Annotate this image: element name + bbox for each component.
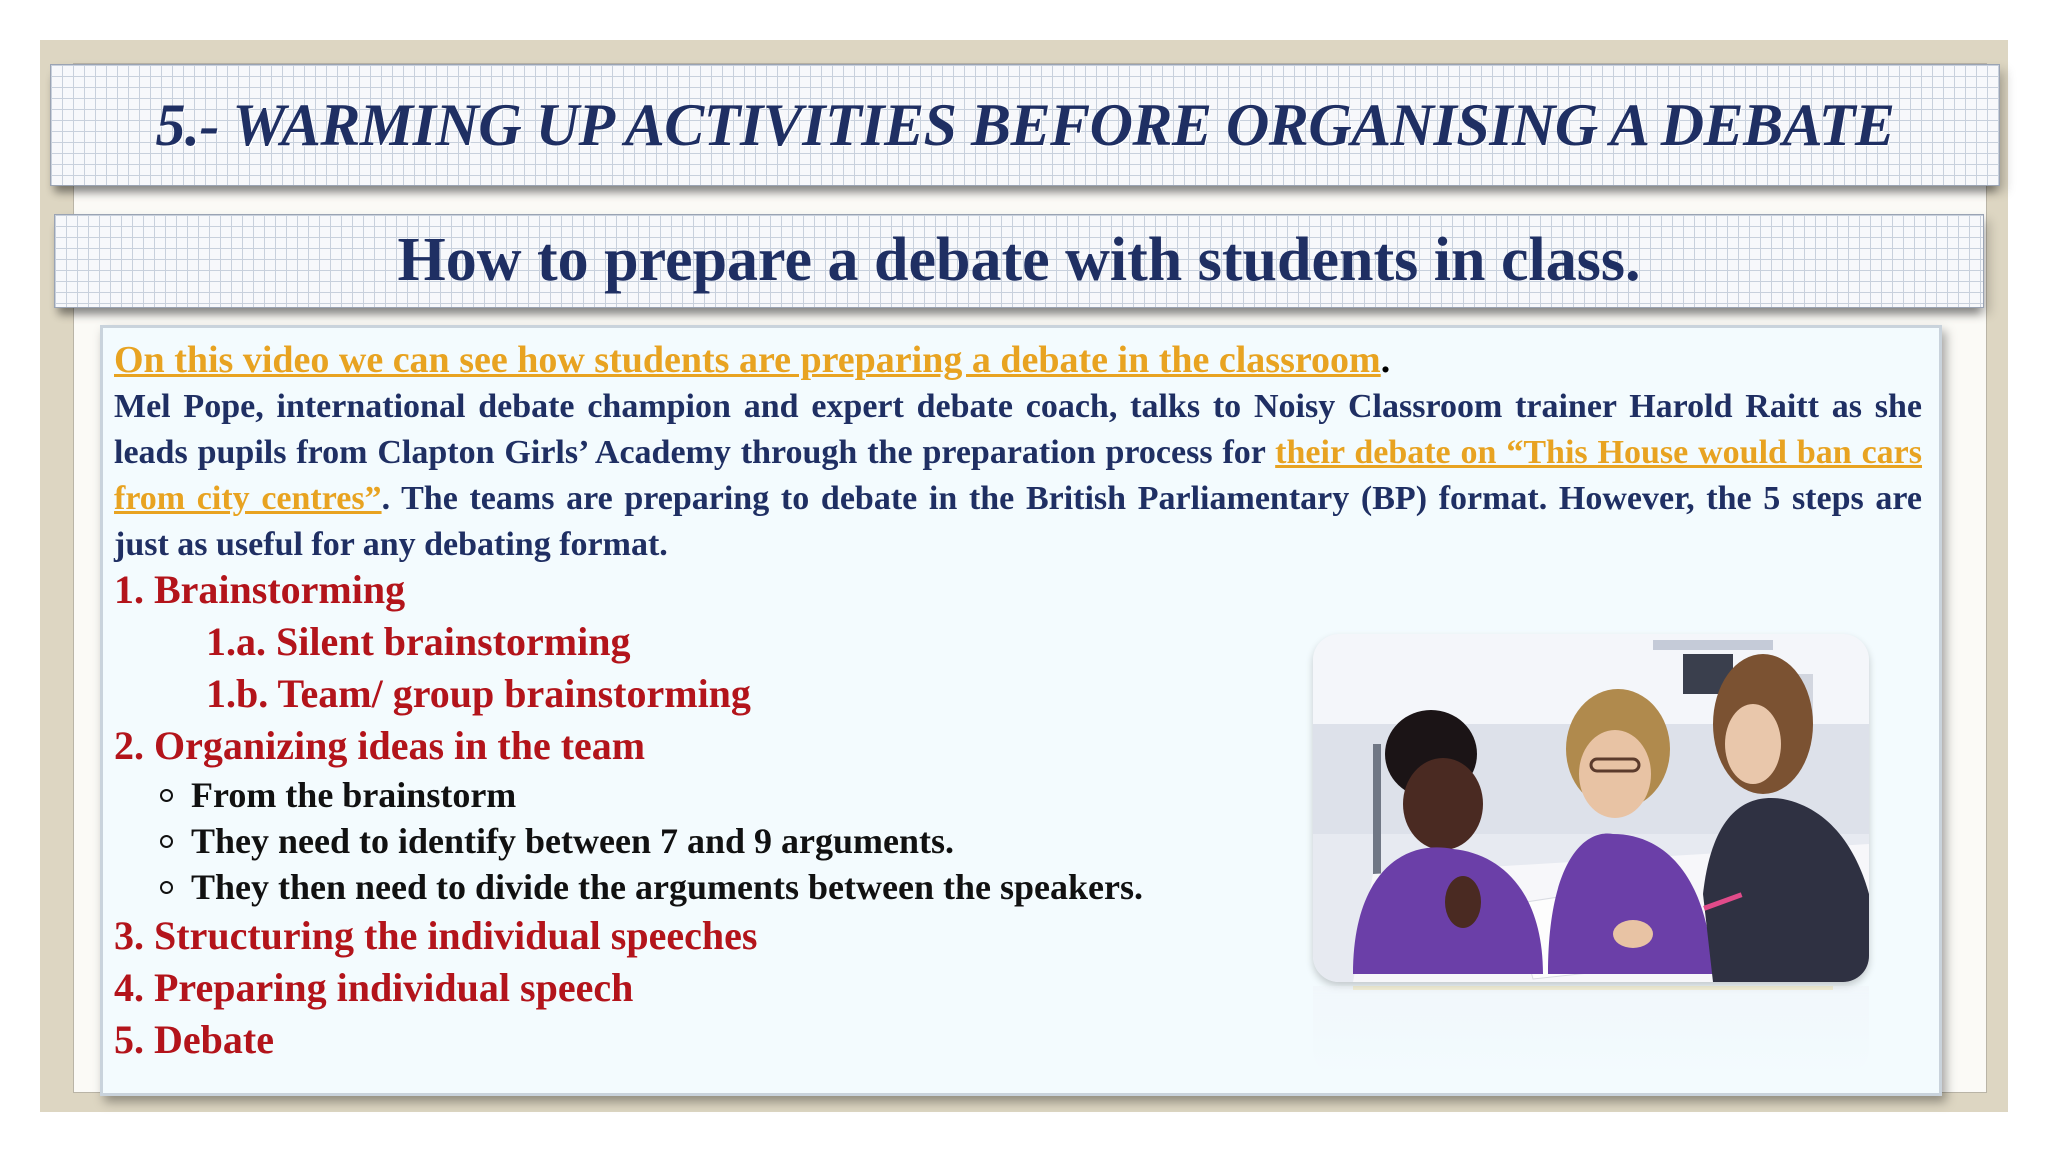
bullet-text: They need to identify between 7 and 9 arguments. bbox=[191, 821, 954, 861]
paragraph-text-start: Mel Pope, international debate champion and expert debate coach, talks to Noisy Classroom trainer Harold Raitt as she leads pupils from Clapton Girls’ Academy through the preparation process for bbox=[114, 388, 1922, 471]
intro-line bbox=[114, 336, 1922, 384]
reflection-highlight bbox=[1353, 986, 1833, 990]
paragraph-text-end: . The teams are preparing to debate in the British Parliamentary (BP) format. However, the 5 steps are just as useful for any debating format. bbox=[114, 480, 1922, 563]
hollow-bullet-icon bbox=[160, 789, 173, 802]
step-preparing-speech: 4. Preparing individual speech bbox=[114, 965, 634, 1010]
intro-period: . bbox=[1380, 339, 1391, 381]
photo-reflection bbox=[1313, 986, 1869, 1076]
slide-subtitle: How to prepare a debate with students in class. bbox=[397, 226, 1641, 294]
debate-topic-link[interactable]: their debate on “This House would ban cars from city centres” bbox=[114, 434, 1922, 517]
title-banner bbox=[50, 64, 2000, 186]
step-brainstorming: 1. Brainstorming bbox=[114, 567, 406, 612]
slide-title: 5.- WARMING UP ACTIVITIES BEFORE ORGANISING A DEBATE bbox=[155, 92, 1895, 158]
hollow-bullet-icon bbox=[160, 881, 173, 894]
bullet-text: From the brainstorm bbox=[191, 775, 517, 815]
steps-list bbox=[114, 564, 1314, 1066]
video-link[interactable]: On this video we can see how students are preparing a debate in the classroom bbox=[114, 339, 1381, 381]
students-photo-illustration bbox=[1313, 634, 1869, 982]
bullet-text: They then need to divide the arguments between the speakers. bbox=[191, 867, 1143, 907]
bullet-item bbox=[114, 772, 1314, 818]
intro-text-block bbox=[114, 336, 1922, 568]
step-structuring-speeches: 3. Structuring the individual speeches bbox=[114, 913, 758, 958]
students-photo bbox=[1313, 634, 1869, 982]
step-debate: 5. Debate bbox=[114, 1017, 274, 1062]
bullet-item bbox=[114, 864, 1314, 910]
step-organizing-ideas: 2. Organizing ideas in the team bbox=[114, 723, 646, 768]
description-paragraph bbox=[114, 384, 1922, 568]
hollow-bullet-icon bbox=[160, 835, 173, 848]
bullet-item bbox=[114, 818, 1314, 864]
step-silent-brainstorming: 1.a. Silent brainstorming bbox=[206, 619, 631, 664]
step-team-brainstorming: 1.b. Team/ group brainstorming bbox=[206, 671, 751, 716]
subtitle-banner bbox=[54, 214, 1984, 308]
